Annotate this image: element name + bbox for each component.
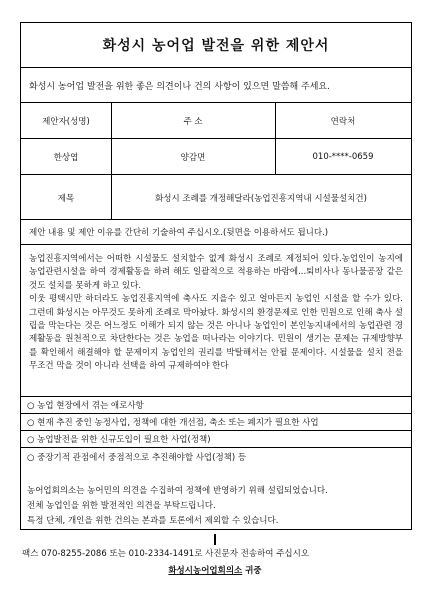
header-name: 제안자(성명) (42, 116, 90, 127)
closing-line: 농어업회의소는 농어민의 의견을 수집하여 정책에 반영하기 위해 설립되었습니다. (27, 486, 328, 496)
center-marker (214, 534, 216, 545)
proposer-address: 양감면 (180, 152, 206, 163)
description-note: 제안 내용 및 제안 이유를 간단히 기술하여 주십시오.(뒷면을 이용하셔도 됩니다.) (21, 220, 411, 245)
closing-line: 특정 단체, 개인을 위한 건의는 본과를 토론에서 제외할 수 있습니다. (27, 516, 279, 526)
proposal-form (20, 22, 412, 530)
topic-item: ○ 농업 현장에서 겪는 애로사항 (21, 397, 411, 414)
subject-label: 제목 (57, 193, 75, 204)
header-contact: 연락처 (330, 116, 356, 127)
topic-list (21, 397, 411, 465)
topic-item: ○ 현재 추진 중인 농정사업, 정책에 대한 개선점, 축소 또는 폐지가 필요한 사업 (21, 414, 411, 431)
proposer-name: 한상엽 (53, 152, 79, 163)
table-data-row (21, 138, 411, 174)
recipient-suffix: 귀중 (242, 566, 262, 576)
topic-item: ○ 중장기적 관점에서 중점적으로 추진해야할 사업(정책) 등 (27, 452, 247, 463)
proposer-table (21, 103, 411, 220)
body-paragraph: 농업진흥지역에서는 어떠한 시설물도 설치할수 없게 화성시 조례로 제정되어 있다.농업인이 농지에 농업관련시설을 하여 경제활동을 하려 해도 일괄적으로 적용하는 바람에...퇴비사나 동나물공장 같은 것도 설치를 못하게 하고 있다. (29, 254, 403, 291)
fax-contact-line: 팩스 070-8255-2086 또는 010-2334-1491로 사진문자 전송하여 주십시오 (22, 549, 310, 559)
recipient-org: 화성시농어업회의소 (168, 566, 243, 576)
recipient-signature (0, 564, 430, 576)
table-subject-row (21, 174, 411, 220)
form-title: 화성시 농어업 발전을 위한 제안서 (21, 23, 411, 68)
proposer-contact: 010-****-0659 (312, 151, 374, 162)
proposal-body (21, 245, 411, 397)
header-address: 주 소 (183, 116, 203, 127)
subject-value: 화성시 조례를 개정해달라(농업진흥지역내 시설물설치건) (155, 193, 367, 204)
topic-item: ○ 농업발전을 위한 신규도입이 필요한 사업(정책) (21, 431, 411, 448)
closing-line: 전체 농업인을 위한 발전적인 의견을 부탁드립니다. (27, 501, 216, 511)
closing-notes (21, 482, 411, 529)
table-header-row (21, 103, 411, 138)
form-intro: 화성시 농어업 발전을 위한 좋은 의견이나 건의 사항이 있으면 말씀해 주세요. (21, 68, 411, 103)
body-paragraph: 이웃 평택시만 하더라도 농업진흥지역에 축사도 지을수 있고 얼마든지 농업인 시설을 할 수가 있다. 그런데 화성시는 아무것도 못하게 조례로 막아놨다. 화성시의 환경문제로 인한 민원으로 인해 축사 설립을 막는다는 것은 어느정도 이해가 되지 않는 것은 아니나 농업인이 본인농지내에서의 농업관련 경제활동을 원천적으로 차단한다는 것은 농업을 떠나라는 이야기다. 민원이 생기는 문제는 규제방향부를 확인해서 해결해야 할 문제이지 농업인의 권리를 박탈해서는 안될 문제이다. 시설물을 설치 전을 무조건 막을 것이 아니라 선택을 하여 규제하여야 한다 (29, 294, 403, 372)
